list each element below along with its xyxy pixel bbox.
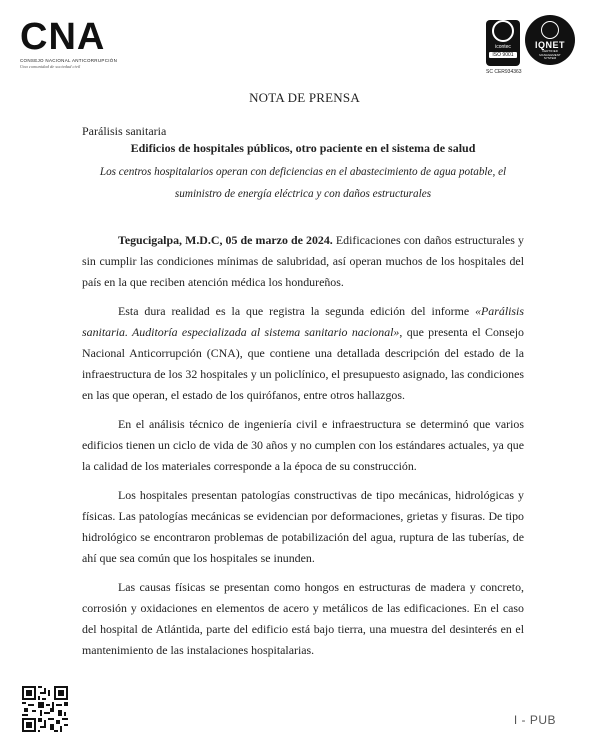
- paragraph-2-pre: Esta dura realidad es la que registra la segunda edición del informe: [118, 304, 476, 318]
- iqnet-name: IQNET: [534, 40, 565, 50]
- paragraph-4: Los hospitales presentan patologías constructivas de tipo mecánicas, hidrológicas y físicas. Las patologías mecánicas se evidencian por deformaciones, grietas y fisuras. De tipo hidrológico se encontraron problemas de potabilización del agua, ruptura de las tuberías, de ahí que sea común que los hospitales se inunden.: [82, 488, 524, 565]
- paragraph-2: [82, 301, 524, 406]
- paragraph-5: Las causas físicas se presentan como hongos en estructuras de madera y concreto, corrosión y oxidaciones en elementos de acero y metálicos de las edificaciones. En el caso del hospital de Atlántida, parte del edificio está bajo tierra, una muestra del desinterés en el mantenimiento de las instalaciones hospitalarias.: [82, 580, 524, 657]
- certificate-code: SC CER934363: [486, 69, 522, 75]
- icontec-badge: [486, 20, 520, 66]
- dateline: Tegucigalpa, M.D.C, 05 de marzo de 2024.: [118, 233, 333, 247]
- iqnet-desc-3: SYSTEM: [543, 56, 557, 60]
- subtitle: Los centros hospitalarios operan con deficiencias en el abastecimiento de agua potable, el suministro de energía eléctrica y con daños estructurales: [99, 166, 507, 200]
- qr-code-icon: [22, 686, 68, 732]
- paragraph-3: En el análisis técnico de ingeniería civil e infraestructura se determinó que varios edificios tienen un ciclo de vida de 30 años y no cumplen con los estándares actuales, ya que la calidad de los materiales corresponde a la época de su construcción.: [82, 417, 524, 473]
- cna-logo-letters: CNA: [20, 16, 106, 58]
- paragraph-1-text: Edificaciones con daños estructurales y sin cumplir las condiciones mínimas de salubridad, así operan muchos de los hospitales del país en la que reciben atención médica los hondureños.: [82, 233, 524, 289]
- headline: Edificios de hospitales públicos, otro paciente en el sistema de salud: [130, 141, 476, 155]
- cna-logo-subtitle: CONSEJO NACIONAL ANTICORRUPCIÓN: [20, 58, 118, 63]
- cna-logo: [20, 18, 130, 70]
- iqnet-certification: [525, 15, 575, 65]
- iso-label: ISO 9001: [489, 52, 517, 58]
- press-release-label: NOTA DE PRENSA: [249, 90, 360, 105]
- iqnet-desc-1: CERTIFIED: [542, 49, 558, 53]
- iqnet-desc-2: MANAGEMENT: [539, 52, 561, 57]
- icontec-name: icontec: [495, 44, 511, 50]
- cna-logo-tagline: Una comunidad de sociedad civil: [20, 64, 81, 69]
- paragraph-2-post: , que presenta el Consejo Nacional Anticorrupción (CNA), que contiene una detallada descripción del estado de la infraestructura de los 32 hospitales y un policlínico, el presupuesto asignado, las condiciones en las que operan, el estado de los quirófanos, entre otros hallazgos.: [82, 325, 524, 402]
- classification-label: I - PUB: [513, 713, 556, 727]
- icontec-emblem-icon: [492, 20, 514, 42]
- icontec-certification: [486, 16, 520, 75]
- globe-icon: [541, 21, 559, 39]
- category-label: Parálisis sanitaria: [82, 124, 167, 138]
- article-body: [82, 123, 524, 661]
- paragraph-1: [82, 230, 524, 293]
- report-title: «Parálisis sanitaria. Auditoría especializada al sistema sanitario nacional»: [82, 304, 524, 339]
